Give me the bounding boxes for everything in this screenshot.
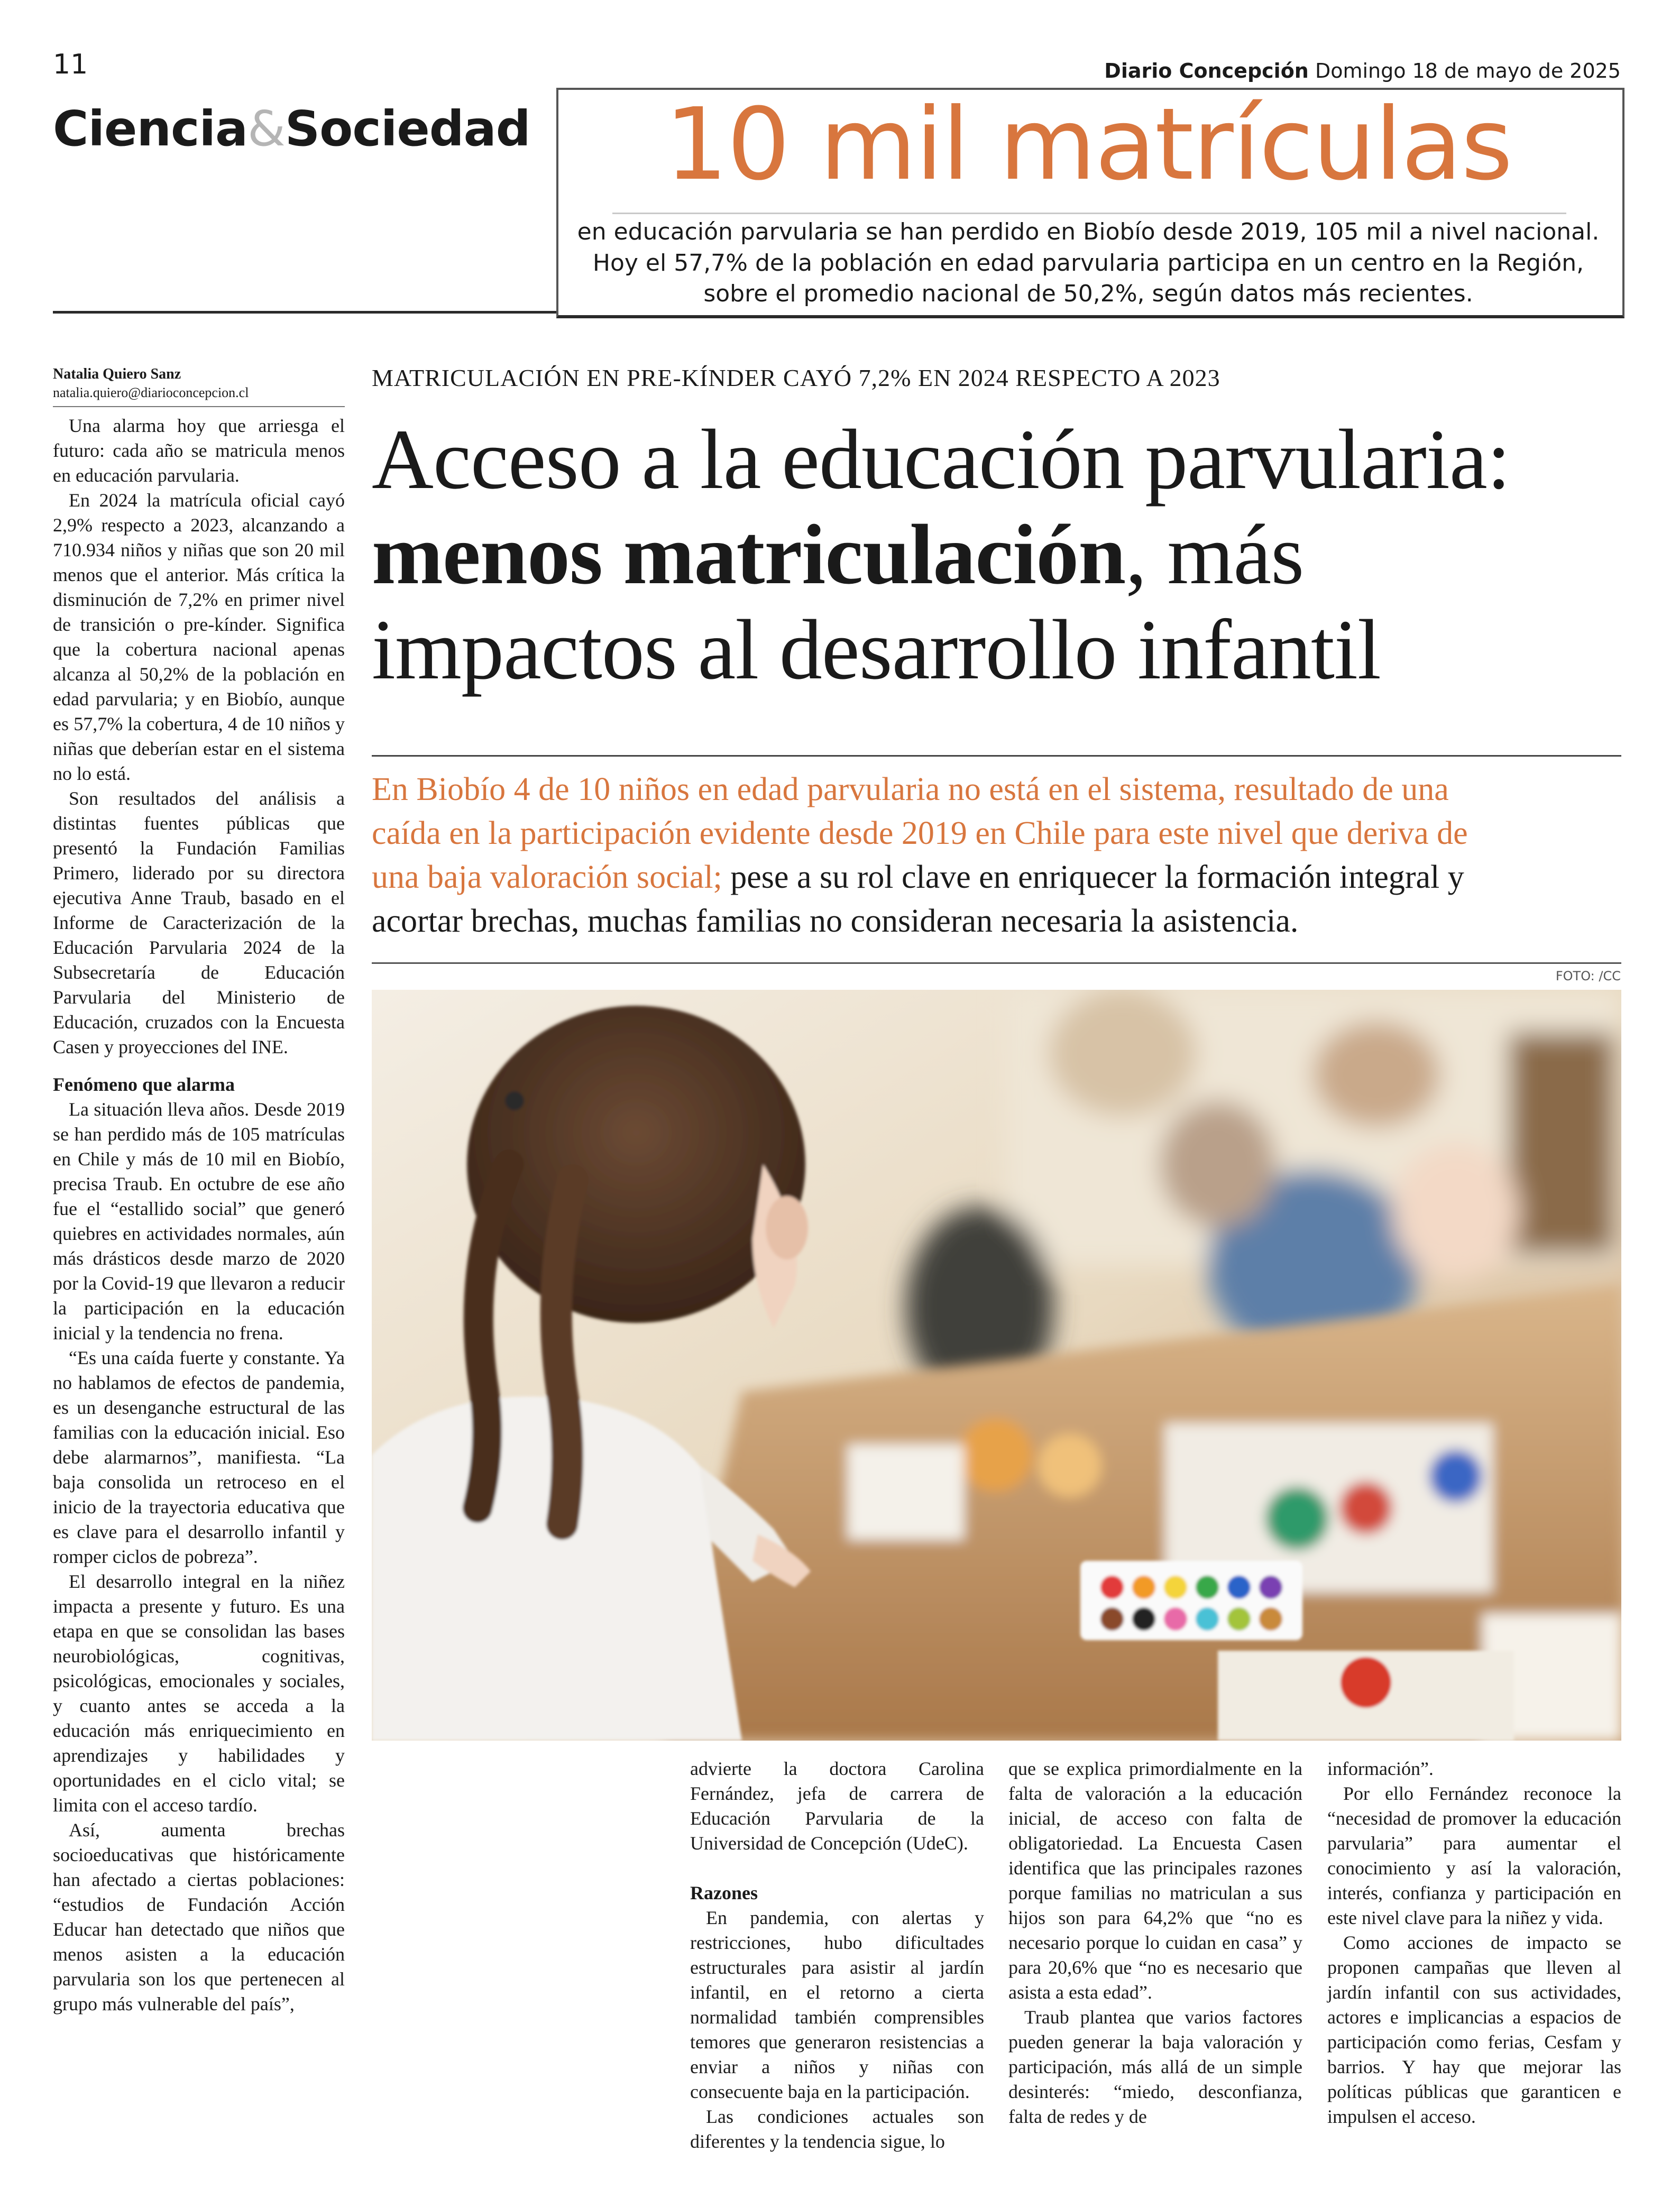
headline-line-2 [372,508,1630,603]
body-column-2 [690,1756,984,2154]
section-title [53,100,530,157]
body-paragraph: información”. [1327,1758,1434,1779]
lead-line: en educación parvularia se han perdido en Biobío desde 2019, 105 mil a nivel nacional. [577,218,1600,245]
lead-line: Hoy el 57,7% de la población en edad parvularia participa en un centro en la Región, [592,249,1584,277]
deck-rule [372,962,1621,964]
headline-bold: menos matriculación [372,508,1126,602]
deck-line-2: caída en la participación evidente desde 2019 en Chile para este nivel que deriva de [372,815,1468,851]
headline-rest: , más [1125,508,1304,602]
subheading-fenomeno: Fenómeno que alarma [53,1074,235,1095]
subheading-razones: Razones [690,1882,758,1903]
deck-line-3 [372,855,1630,899]
body-paragraph: En 2024 la matrícula oficial cayó 2,9% respecto a 2023, alcanzando a 710.934 niños y niñas que son 20 mil menos que el anterior. Más crítica la disminución de 7,2% en primer nivel de transición o pre-kínder. Significa que la cobertura nacional apenas alcanza al 50,2% de la población en edad parvularia; y en Biobío, aunque es 57,7% la cobertura, 4 de 10 niños y niñas que deberían estar en el sistema no lo está. [53,490,345,784]
body-paragraph: En pandemia, con alertas y restricciones, hubo dificultades estructurales para asistir al jardín infantil, en el retorno a cierta normalidad también comprensibles temores que generaron resistencias a enviar a niños y niñas con consecuente baja en la participación. [690,1907,984,2102]
headline-rule [372,755,1621,757]
deck-rest: pese a su rol clave en enriquecer la formación integral y [722,859,1464,895]
lead-line: sobre el promedio nacional de 50,2%, según datos más recientes. [703,280,1473,308]
byline-rule [53,406,345,407]
deck-highlight: una baja valoración social; [372,859,722,895]
body-paragraph: advierte la doctora Carolina Fernández, jefa de carrera de Educación Parvularia de la Universidad de Concepción (UdeC). [690,1758,984,1854]
body-column-4 [1327,1756,1621,2129]
section-title-part1: Ciencia [53,100,248,157]
headline-line-3: impactos al desarrollo infantil [372,603,1381,697]
deck [372,768,1630,943]
body-paragraph: “Es una caída fuerte y constante. Ya no hablamos de efectos de pandemia, es un desenganche estructural de las familias con la educación inicial. Eso debe alarmarnos”, manifiesta. “La baja consolida un retroceso en el inicio de la trayectoria educativa que es clave para el desarrollo infantil y romper ciclos de pobreza”. [53,1347,345,1567]
body-paragraph: Por ello Fernández reconoce la “necesidad de promover la educación parvularia” para aumentar el conocimiento y así la valoración, interés, confianza y participación en este nivel clave para la niñez y vida. [1327,1783,1621,1928]
masthead [1104,59,1621,82]
body-column-3 [1008,1756,1302,2129]
headline [372,412,1630,698]
section-title-part2: Sociedad [284,100,530,157]
kicker: MATRICULACIÓN EN PRE-KÍNDER CAYÓ 7,2% EN 2024 RESPECTO A 2023 [372,364,1220,391]
byline-email[interactable]: natalia.quiero@diarioconcepcion.cl [53,385,249,400]
body-paragraph: Son resultados del análisis a distintas fuentes públicas que presentó la Fundación Familias Primero, liderado por su directora ejecutiva Anne Traub, basado en el Informe de Caracterización de la Educación Parvularia 2024 de la Subsecretaría de Educación Parvularia del Ministerio de Educación, cruzados con la Encuesta Casen y proyecciones del INE. [53,788,345,1057]
publication-date: Domingo 18 de mayo de 2025 [1315,59,1621,82]
body-paragraph: Como acciones de impacto se proponen campañas que lleven al jardín infantil con sus actividades, actores e implicancias a espacios de participación como ferias, Cesfam y barrios. Y hay que mejorar las políticas públicas que garanticen e impulsen el acceso. [1327,1932,1621,2127]
classroom-photo-illustration [372,990,1621,1741]
body-paragraph: La situación lleva años. Desde 2019 se han perdido más de 105 matrículas en Chile y más de 10 mil en Biobío, precisa Traub. En octubre de ese año fue el “estallido social” que generó quiebres en actividades normales, aún más drásticos desde marzo de 2020 por la Covid-19 que llevaron a reducir la participación en la educación inicial y la tendencia no frena. [53,1099,345,1344]
page-number: 11 [53,49,88,80]
body-column-1 [53,413,345,2017]
body-paragraph: Así, aumenta brechas socioeducativas que históricamente han afectado a ciertas poblaciones: “estudios de Fundación Acción Educar han detectado que niños que menos asisten a la educación parvularia son los que pertenecen al grupo más vulnerable del país”, [53,1819,345,2014]
body-paragraph: que se explica primordialmente en la falta de valoración a la educación inicial, de acceso con falta de obligatoriedad. La Encuesta Casen identifica que las principales razones porque familias no matriculan a sus hijos son para 64,2% que “no es necesario porque lo cuidan en casa” y para 20,6% que “no es necesario que asista a esta edad”. [1008,1758,1302,2003]
lead-big-number: 10 mil matrículas [665,87,1512,203]
photo-credit: FOTO: /CC [1555,969,1621,983]
byline-name: Natalia Quiero Sanz [53,366,181,382]
section-rule [53,311,556,314]
body-paragraph: Las condiciones actuales son diferentes y la tendencia sigue, lo [690,2106,984,2152]
deck-line-1: En Biobío 4 de 10 niños en edad parvularia no está en el sistema, resultado de una [372,771,1449,807]
body-paragraph: Una alarma hoy que arriesga el futuro: cada año se matricula menos en educación parvularia. [53,415,345,486]
body-paragraph: Traub plantea que varios factores pueden generar la baja valoración y participación, más allá de un simple desinterés: “miedo, desconfianza, falta de redes y de [1008,2007,1302,2127]
lead-divider [612,213,1566,214]
headline-line-1: Acceso a la educación parvularia: [372,412,1510,507]
article-photo [372,990,1621,1741]
deck-line-4: acortar brechas, muchas familias no consideran necesaria la asistencia. [372,903,1299,939]
section-title-ampersand: & [247,100,285,157]
body-paragraph: El desarrollo integral en la niñez impacta a presente y futuro. Es una etapa en que se consolidan las bases neurobiológicas, cognitivas, psicológicas, emocionales y sociales, y cuanto antes se acceda a la educación más enriquecimiento en aprendizajes y habilidades y oportunidades en el ciclo vital; se limita con el acceso tardío. [53,1571,345,1816]
lead-description [556,217,1620,310]
publication-name: Diario Concepción [1104,59,1309,82]
